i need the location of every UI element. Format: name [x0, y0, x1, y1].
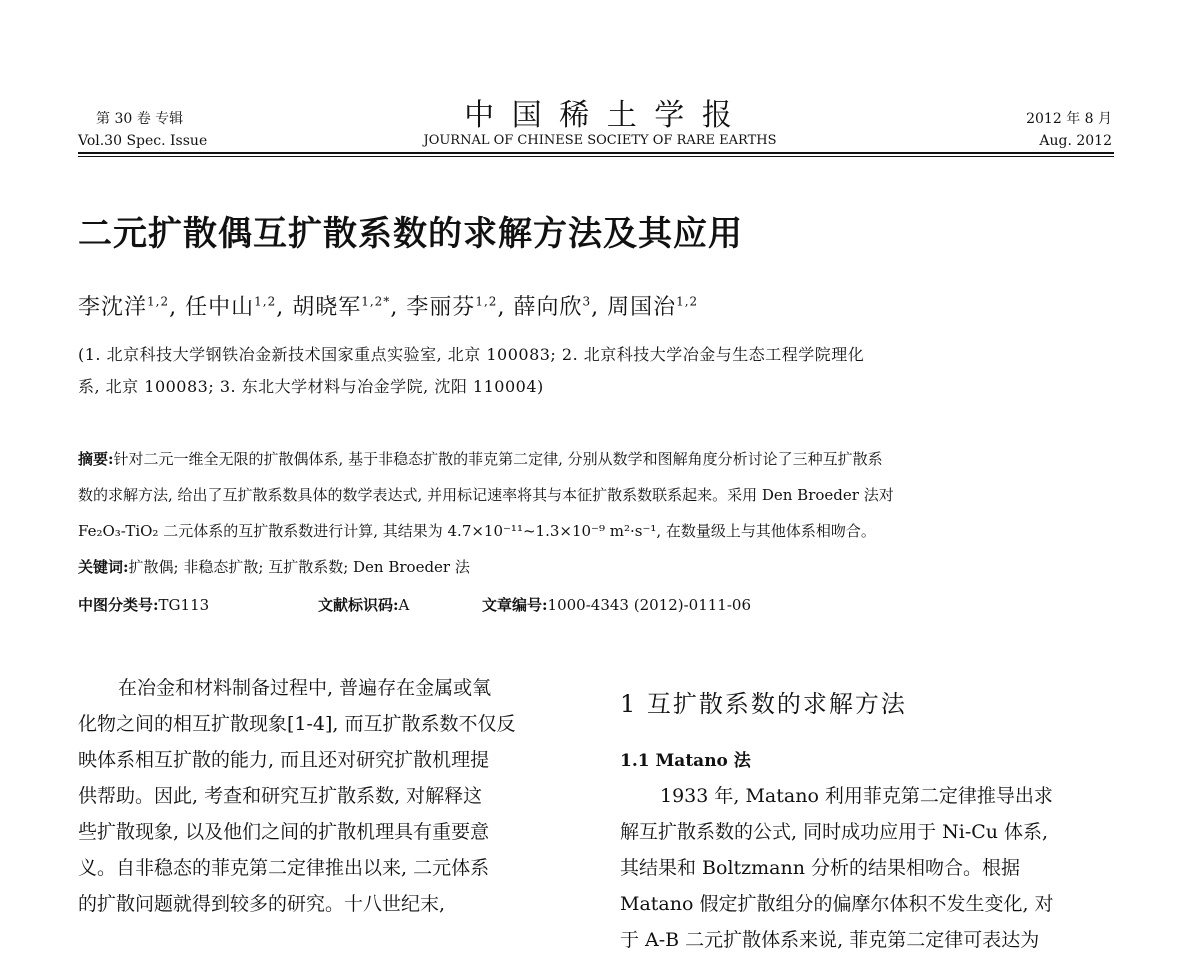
body-left-line: 映体系相互扩散的能力, 而且还对研究扩散机理提	[78, 749, 490, 771]
journal-title-en: JOURNAL OF CHINESE SOCIETY OF RARE EARTHS	[423, 133, 777, 148]
author-name: 胡晓军	[292, 295, 362, 320]
subsection-title: 1.1 Matano 法	[620, 751, 751, 771]
author-affiliation: 1,2	[676, 294, 699, 309]
body-right-line: 1933 年, Matano 利用菲克第二定律推导出求	[660, 785, 1053, 807]
body-left-line: 化物之间的相互扩散现象[1-4], 而互扩散系数不仅反	[78, 713, 516, 735]
abstract-line-2: 数的求解方法, 给出了互扩散系数具体的数学表达式, 并用标记速率将其与本征扩散系数联系起来。采用 Den Broeder 法对	[78, 486, 894, 504]
header-rule-thin	[78, 156, 1114, 157]
abstract-label: 摘要:	[78, 450, 114, 468]
keywords-text: 扩散偶; 非稳态扩散; 互扩散系数; Den Broeder 法	[128, 558, 470, 576]
author-affiliation: 1,2	[147, 294, 170, 309]
section-title: 1 互扩散系数的求解方法	[620, 690, 907, 718]
abstract-line-3: Fe₂O₃-TiO₂ 二元体系的互扩散系数进行计算, 其结果为 4.7×10⁻¹¹~1.3×10⁻⁹ m²·s⁻¹, 在数量级上与其他体系相吻合。	[78, 522, 876, 540]
class-label: 中图分类号:	[78, 596, 159, 614]
affiliation-line-1: (1. 北京科技大学钢铁冶金新技术国家重点实验室, 北京 100083; 2. 北京科技大学冶金与生态工程学院理化	[78, 345, 865, 364]
body-right-line: 于 A-B 二元扩散体系来说, 菲克第二定律可表达为	[620, 929, 1040, 951]
article-title: 二元扩散偶互扩散系数的求解方法及其应用	[78, 214, 743, 254]
body-right-line: 解互扩散系数的公式, 同时成功应用于 Ni-Cu 体系,	[620, 821, 1049, 843]
body-right-line: 其结果和 Boltzmann 分析的结果相吻合。根据	[620, 857, 1021, 879]
body-left-line: 些扩散现象, 以及他们之间的扩散机理具有重要意	[78, 821, 490, 843]
body-left-line: 供帮助。因此, 考查和研究互扩散系数, 对解释这	[78, 785, 483, 807]
header-date-cn: 2012 年 8 月	[1026, 111, 1112, 127]
doc-value: A	[398, 596, 410, 614]
article-number-line	[482, 590, 751, 621]
author-affiliation: 3	[582, 294, 592, 309]
abstract-text: 针对二元一维全无限的扩散偶体系, 基于非稳态扩散的菲克第二定律, 分别从数学和图解角度分析讨论了三种互扩散系	[113, 450, 883, 468]
author-name: 薛向欣	[513, 295, 583, 320]
article-number-label: 文章编号:	[482, 596, 548, 614]
author-name: 周国治	[607, 295, 677, 320]
author-affiliation: 1,2	[475, 294, 498, 309]
author-list: 李沈洋$^{1,2}$, 任中山$^{1,2}$, 胡晓军$^{1,2*}$, 李丽芬$^{1,2}$, 薛向欣$^3$, 周国治$^{1,2}$	[78, 294, 699, 320]
author-name: 李丽芬	[406, 295, 476, 320]
author-name: 李沈洋	[78, 295, 148, 320]
class-value: TG113	[158, 596, 210, 614]
body-left-line: 在冶金和材料制备过程中, 普遍存在金属或氧	[118, 677, 492, 699]
header-rule-thick	[78, 152, 1114, 154]
body-right-line: Matano 假定扩散组分的偏摩尔体积不发生变化, 对	[620, 893, 1054, 915]
journal-title-cn: 中 国 稀 土 学 报	[464, 98, 736, 133]
abstract-line-1	[78, 444, 1118, 475]
header-volume-en: Vol.30 Spec. Issue	[78, 133, 208, 149]
author-affiliation: 1,2*	[361, 294, 391, 309]
header-date-en: Aug. 2012	[1039, 133, 1112, 149]
body-left-line: 义。自非稳态的菲克第二定律推出以来, 二元体系	[78, 857, 490, 879]
doc-label: 文献标识码:	[318, 596, 399, 614]
body-left-line: 的扩散问题就得到较多的研究。十八世纪末,	[78, 893, 446, 915]
doc-code-line	[318, 590, 409, 621]
keywords-line	[78, 552, 470, 583]
author-affiliation: 1,2	[254, 294, 277, 309]
classification-line	[78, 590, 209, 621]
affiliation-line-2: 系, 北京 100083; 3. 东北大学材料与冶金学院, 沈阳 110004)	[78, 377, 544, 396]
header-volume-cn: 第 30 卷 专辑	[96, 111, 184, 127]
author-name: 任中山	[185, 295, 255, 320]
keywords-label: 关键词:	[78, 558, 129, 576]
article-number-value: 1000-4343 (2012)-0111-06	[547, 596, 752, 614]
